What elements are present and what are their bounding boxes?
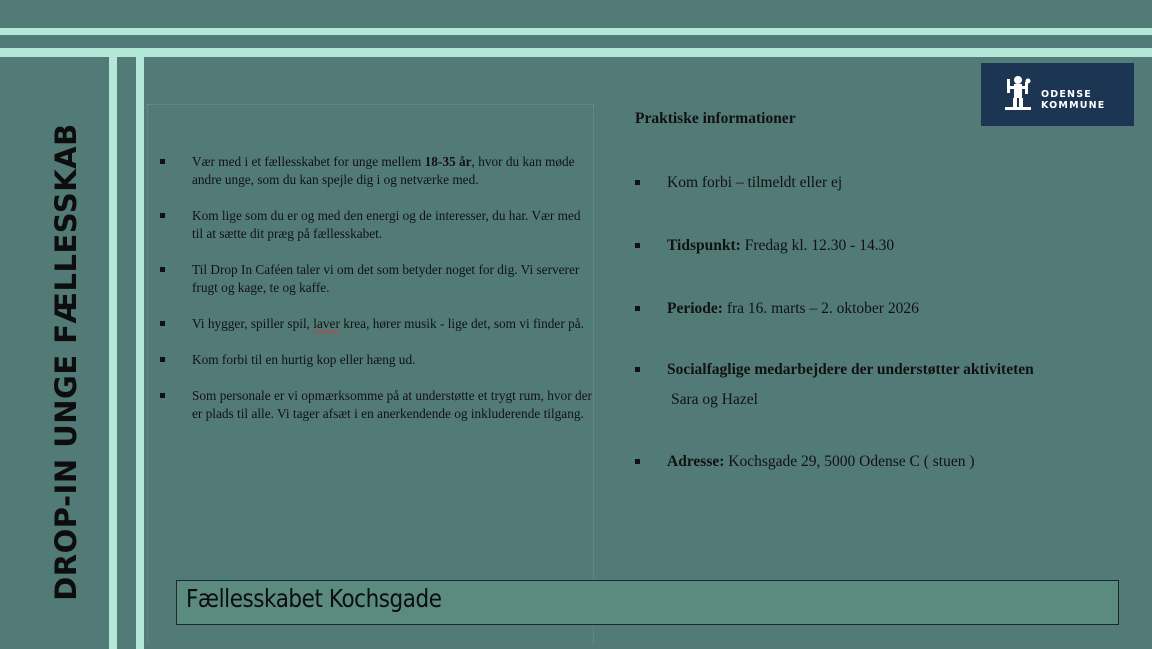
info-item-label: Adresse: [667,453,725,470]
logo-line-1: ODENSE [1041,89,1092,100]
square-bullet-icon [160,213,165,218]
odense-coat-of-arms-icon [1003,73,1033,113]
list-item-text-post: , hvor du kan møde andre unge, som du kan spejle dig i og netværke med. [192,154,575,187]
list-item [160,153,592,189]
top-stripe-1 [0,28,1152,35]
list-item [160,387,592,423]
info-item-label: Periode: [667,300,723,317]
square-bullet-icon [635,367,640,372]
square-bullet-icon [160,321,165,326]
list-item [160,207,592,243]
left-stripe-2 [136,57,144,649]
square-bullet-icon [635,459,640,464]
list-item [160,351,592,369]
list-item-text: Kom lige som du er og med den energi og de interesser, du har. Vær med til at sætte dit præg på fællesskabet. [192,208,581,241]
footer-banner [176,580,1119,625]
info-item-value: Kochsgade 29, 5000 Odense C ( stuen ) [724,453,975,470]
text-frame-left-border [147,104,148,644]
info-item-value: Fredag kl. 12.30 - 14.30 [740,237,895,254]
square-bullet-icon [160,393,165,398]
square-bullet-icon [635,243,640,248]
spellcheck-word: laver [313,316,340,331]
list-item-bold: 18-35 år [424,154,472,169]
staff-names: Sara og Hazel [671,391,758,408]
square-bullet-icon [635,180,640,185]
text-frame-top-border [148,104,594,105]
logo-line-2: KOMMUNE [1041,100,1106,111]
info-item-address [635,452,975,472]
left-bullet-list [160,153,592,441]
side-title: DROP-IN UNGE FÆLLESSKAB [49,123,83,601]
info-item-staff [635,360,1034,380]
list-item-text-post: krea, hører musik - lige det, som vi finder på. [339,316,584,331]
square-bullet-icon [160,267,165,272]
square-bullet-icon [160,357,165,362]
list-item-text: Kom forbi til en hurtig kop eller hæng ud. [192,352,416,367]
list-item-text-pre: Vi hygger, spiller spil, [192,316,314,331]
info-item-label: Tidspunkt: [667,237,741,254]
logo-text [1041,89,1105,111]
info-item-text: Kom forbi – tilmeldt eller ej [667,174,843,191]
info-item-time [635,236,894,256]
list-item-text: Som personale er vi opmærksomme på at understøtte et trygt rum, hvor der er plads til alle. Vi tager afsæt i en anerkendende og inkluderende tilgang. [192,388,592,421]
column-divider [593,105,594,645]
info-item-value: fra 16. marts – 2. oktober 2026 [722,300,919,317]
odense-kommune-logo [981,63,1134,126]
list-item-text: Til Drop In Caféen taler vi om det som betyder noget for dig. Vi serverer frugt og kage, te og kaffe. [192,262,580,295]
list-item [160,315,592,333]
info-item-signup [635,173,842,193]
square-bullet-icon [635,306,640,311]
square-bullet-icon [160,159,165,164]
list-item-text-pre: Vær med i et fællesskabet for unge mellem [192,154,425,169]
top-stripe-2 [0,48,1152,57]
practical-info-heading: Praktiske informationer [635,110,796,127]
left-stripe-1 [109,57,117,649]
info-item-period [635,299,919,319]
info-item-label: Socialfaglige medarbejdere der understøtter aktiviteten [667,361,1034,378]
footer-title: Fællesskabet Kochsgade [186,584,442,613]
list-item [160,261,592,297]
